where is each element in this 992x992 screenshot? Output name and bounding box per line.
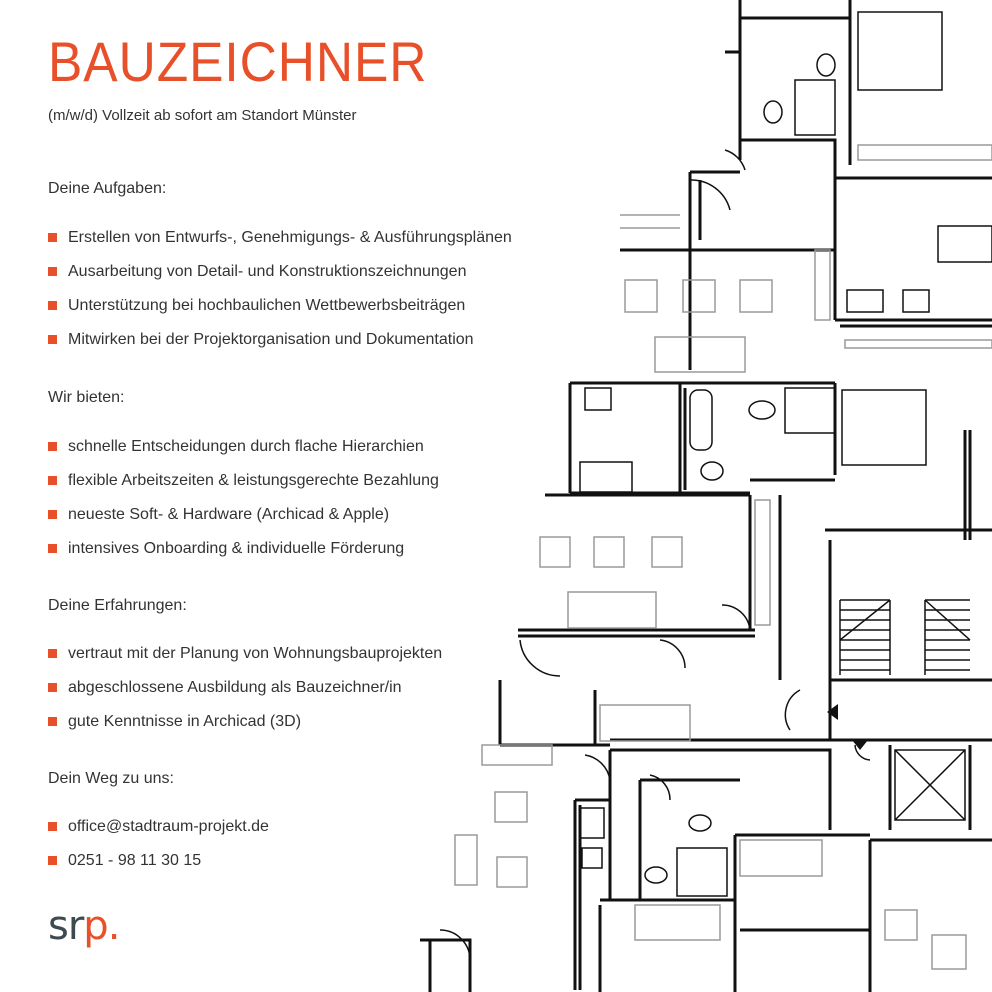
square-bullet-icon: [48, 335, 57, 344]
kontakt-list: [48, 817, 269, 885]
square-bullet-icon: [48, 544, 57, 553]
square-bullet-icon: [48, 717, 57, 726]
list-item: flexible Arbeitszeiten & leistungsgerechte Bezahlung: [48, 471, 439, 505]
square-bullet-icon: [48, 510, 57, 519]
list-item: Unterstützung bei hochbaulichen Wettbewerbsbeiträgen: [48, 296, 512, 330]
list-item: gute Kenntnisse in Archicad (3D): [48, 712, 442, 746]
section-heading-kontakt: Dein Weg zu uns:: [48, 770, 174, 787]
square-bullet-icon: [48, 856, 57, 865]
section-heading-bieten: Wir bieten:: [48, 389, 125, 406]
square-bullet-icon: [48, 267, 57, 276]
job-subtitle: (m/w/d) Vollzeit ab sofort am Standort Münster: [48, 107, 357, 124]
list-item: abgeschlossene Ausbildung als Bauzeichner/in: [48, 678, 442, 712]
square-bullet-icon: [48, 822, 57, 831]
square-bullet-icon: [48, 649, 57, 658]
aufgaben-list: [48, 228, 512, 364]
list-item: intensives Onboarding & individuelle Förderung: [48, 539, 439, 573]
square-bullet-icon: [48, 442, 57, 451]
contact-phone[interactable]: 0251 - 98 11 30 15: [48, 851, 269, 885]
list-item: neueste Soft- & Hardware (Archicad & Apple): [48, 505, 439, 539]
square-bullet-icon: [48, 476, 57, 485]
section-heading-erfahrungen: Deine Erfahrungen:: [48, 597, 187, 614]
list-item: Ausarbeitung von Detail- und Konstruktionszeichnungen: [48, 262, 512, 296]
square-bullet-icon: [48, 683, 57, 692]
page-title: BAUZEICHNER: [48, 30, 428, 93]
section-heading-aufgaben: Deine Aufgaben:: [48, 180, 167, 197]
list-item: Erstellen von Entwurfs-, Genehmigungs- & Ausführungsplänen: [48, 228, 512, 262]
square-bullet-icon: [48, 233, 57, 242]
srp-logo: srp.: [48, 903, 120, 949]
bieten-list: [48, 437, 439, 573]
list-item: vertraut mit der Planung von Wohnungsbauprojekten: [48, 644, 442, 678]
list-item: Mitwirken bei der Projektorganisation und Dokumentation: [48, 330, 512, 364]
square-bullet-icon: [48, 301, 57, 310]
contact-email[interactable]: office@stadtraum-projekt.de: [48, 817, 269, 851]
erfahrungen-list: [48, 644, 442, 746]
list-item: schnelle Entscheidungen durch flache Hierarchien: [48, 437, 439, 471]
